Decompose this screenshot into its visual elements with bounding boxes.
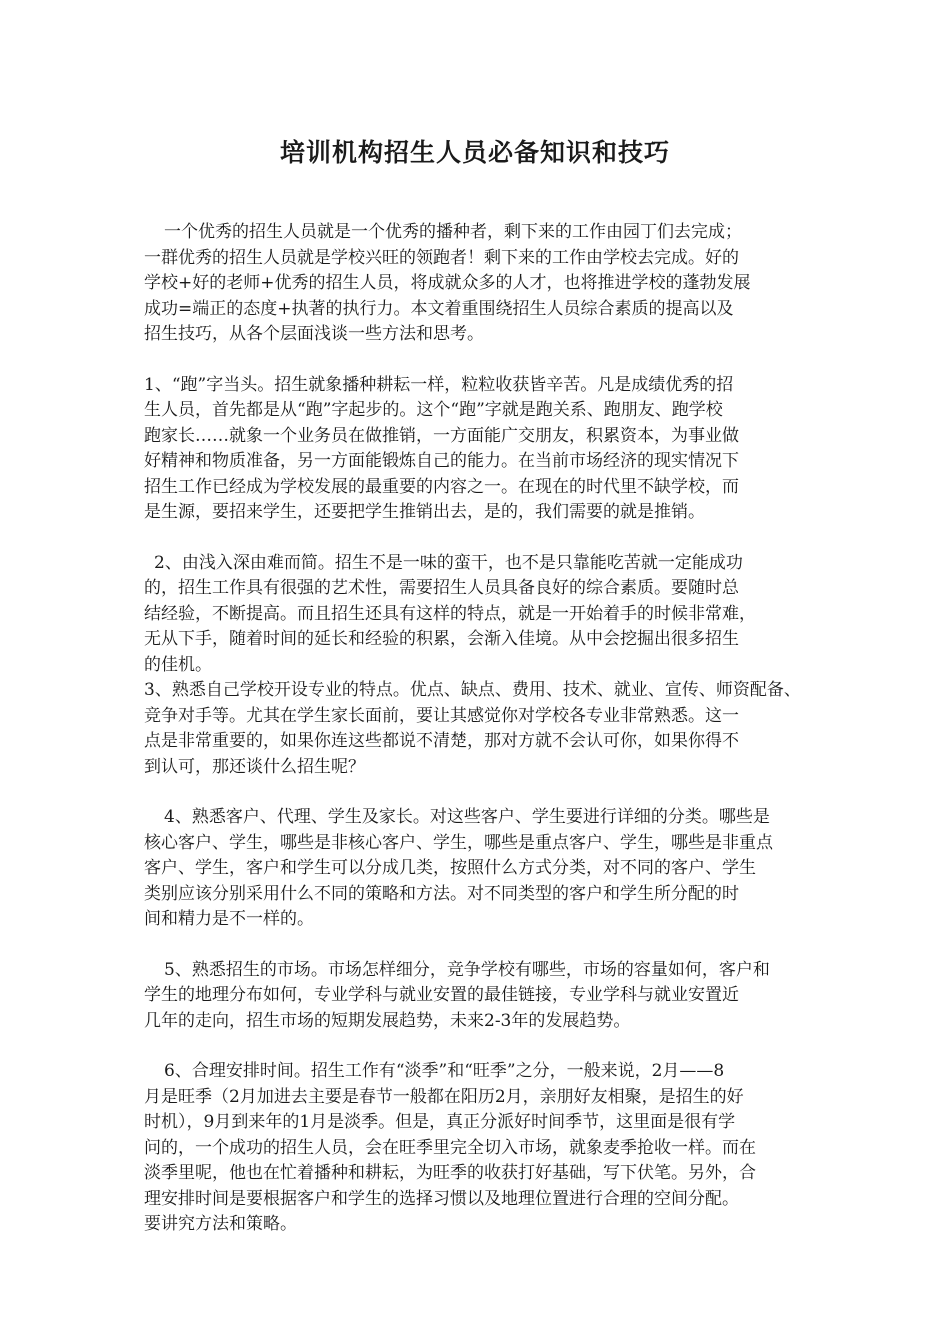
paragraph-intro	[144, 220, 826, 348]
paragraph-gap	[144, 933, 826, 958]
document-body	[144, 220, 826, 1238]
text-line: 2、由浅入深由难而简。招生不是一味的蛮干，也不是只靠能吃苦就一定能成功	[154, 552, 743, 573]
text-line: 的佳机。	[144, 654, 212, 675]
text-line: 招生工作已经成为学校发展的最重要的内容之一。在现在的时代里不缺学校，而	[144, 476, 739, 497]
text-line: 无从下手，随着时间的延长和经验的积累，会渐入佳境。从中会挖掘出很多招生	[144, 629, 739, 649]
text-line: 6、合理安排时间。招生工作有“淡季”和“旺季”之分，一般来说，2月——8	[164, 1061, 725, 1081]
text-line: 招生技巧，从各个层面浅谈一些方法和思考。	[144, 324, 484, 344]
text-line: 3、熟悉自己学校开设专业的特点。优点、缺点、费用、技术、就业、宣传、师资配备、	[144, 680, 801, 700]
text-line: 月是旺季（2月加进去主要是春节一般都在阳历2月，亲朋好友相聚，是招生的好	[144, 1086, 744, 1107]
text-line: 5、熟悉招生的市场。市场怎样细分，竞争学校有哪些，市场的容量如何，客户和	[164, 959, 770, 980]
paragraph-gap	[144, 1034, 826, 1059]
text-line: 一个优秀的招生人员就是一个优秀的播种者，剩下来的工作由园丁们去完成；	[164, 222, 742, 242]
text-line: 类别应该分别采用什么不同的策略和方法。对不同类型的客户和学生所分配的时	[144, 883, 739, 904]
text-line: 时机），9月到来年的1月是淡季。但是，真正分派好时间季节，这里面是很有学	[144, 1112, 736, 1132]
paragraph-4	[144, 805, 826, 933]
text-line: 几年的走向，招生市场的短期发展趋势，未来2-3年的发展趋势。	[144, 1010, 631, 1031]
paragraph-3	[144, 678, 826, 780]
text-line: 学生的地理分布如何，专业学科与就业安置的最佳链接，专业学科与就业安置近	[144, 985, 739, 1005]
text-line: 的，招生工作具有很强的艺术性，需要招生人员具备良好的综合素质。要随时总	[144, 578, 739, 598]
paragraph-gap	[144, 780, 826, 805]
text-line: 学校+好的老师+优秀的招生人员，将成就众多的人才，也将推进学校的蓬勃发展	[144, 273, 751, 293]
text-line: 生人员，首先都是从“跑”字起步的。这个“跑”字就是跑关系、跑朋友、跑学校	[144, 400, 723, 420]
text-line: 间和精力是不一样的。	[144, 909, 314, 929]
text-line: 跑家长……就象一个业务员在做推销，一方面能广交朋友，积累资本，为事业做	[144, 425, 739, 446]
document-title: 培训机构招生人员必备知识和技巧	[279, 138, 670, 167]
text-line: 问的，一个成功的招生人员，会在旺季里完全切入市场，就象麦季抢收一样。而在	[144, 1137, 756, 1158]
text-line: 是生源，要招来学生，还要把学生推销出去，是的，我们需要的就是推销。	[144, 502, 705, 522]
text-line: 好精神和物质准备，另一方面能锻炼自己的能力。在当前市场经济的现实情况下	[144, 451, 739, 471]
text-line: 竞争对手等。尤其在学生家长面前，要让其感觉你对学校各专业非常熟悉。这一	[144, 705, 739, 726]
text-line: 结经验，不断提高。而且招生还具有这样的特点，就是一开始着手的时候非常难，	[144, 603, 756, 624]
paragraph-6	[144, 1059, 826, 1238]
text-line: 到认可，那还谈什么招生呢？	[144, 756, 365, 777]
paragraph-gap	[144, 526, 826, 551]
paragraph-gap	[144, 348, 826, 373]
text-line: 核心客户、学生，哪些是非核心客户、学生，哪些是重点客户、学生，哪些是非重点	[144, 832, 773, 853]
text-line: 淡季里呢，他也在忙着播种和耕耘，为旺季的收获打好基础，写下伏笔。另外，合	[144, 1163, 756, 1183]
paragraph-5	[144, 958, 826, 1035]
text-line: 客户、学生，客户和学生可以分成几类，按照什么方式分类，对不同的客户、学生	[144, 858, 756, 878]
paragraph-1	[144, 373, 826, 526]
text-line: 1、“跑”字当头。招生就象播种耕耘一样，粒粒收获皆辛苦。凡是成绩优秀的招	[144, 374, 734, 395]
text-line: 成功=端正的态度+执著的执行力。本文着重围绕招生人员综合素质的提高以及	[144, 298, 734, 319]
text-line: 理安排时间是要根据客户和学生的选择习惯以及地理位置进行合理的空间分配。	[144, 1188, 739, 1209]
text-line: 点是非常重要的，如果你连这些都说不清楚，那对方就不会认可你，如果你得不	[144, 731, 739, 751]
text-line: 4、熟悉客户、代理、学生及家长。对这些客户、学生要进行详细的分类。哪些是	[164, 807, 770, 827]
text-line: 一群优秀的招生人员就是学校兴旺的领跑者！剩下来的工作由学校去完成。好的	[144, 247, 739, 268]
paragraph-2	[144, 551, 826, 679]
text-line: 要讲究方法和策略。	[144, 1214, 297, 1234]
